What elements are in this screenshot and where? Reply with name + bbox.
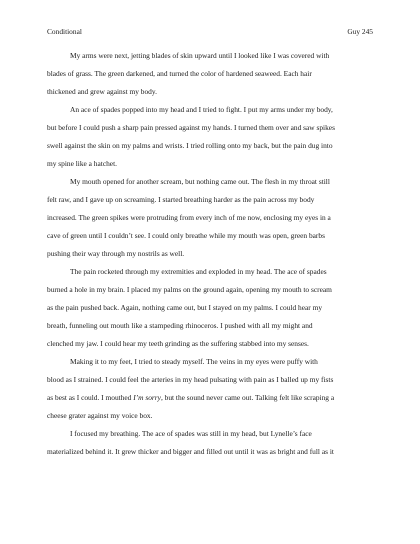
body-text (47, 47, 373, 461)
text-line: burned a hole in my brain. I placed my palms on the ground again, opening my mouth to scream (47, 285, 332, 294)
text-line: felt raw, and I gave up on screaming. I started breathing harder as the pain across my body (47, 195, 315, 204)
running-header (47, 27, 373, 36)
text-line: An ace of spades popped into my head and I tried to fight. I put my arms under my body, (70, 105, 333, 114)
text-line: clenched my jaw. I could hear my teeth grinding as the suffering stabbed into my senses. (47, 339, 309, 348)
text-line: breath, funneling out mouth like a stampeding rhinoceros. I pushed with all my might and (47, 321, 313, 330)
text-line: my spine like a hatchet. (47, 159, 117, 168)
text-line: thickened and grew against my body. (47, 87, 157, 96)
emphasis-text: I’m sorry (133, 393, 161, 402)
text-line: increased. The green spikes were protruding from every inch of me now, enclosing my eyes in a (47, 213, 331, 222)
header-page-number: Guy 245 (347, 27, 373, 36)
text-line: blades of grass. The green darkened, and turned the color of hardened seaweed. Each hair (47, 69, 312, 78)
header-title: Conditional (47, 27, 82, 36)
text-line: as the pain pushed back. Again, nothing came out, but I stayed on my palms. I could hear my (47, 303, 323, 312)
text-line: I focused my breathing. The ace of spades was still in my head, but Lynelle’s face (70, 429, 312, 438)
paragraph (47, 47, 373, 101)
paragraph (47, 353, 373, 425)
paragraph (47, 101, 373, 173)
text-line: but before I could push a sharp pain pressed against my hands. I turned them over and saw spikes (47, 123, 335, 132)
text-line: My mouth opened for another scream, but nothing came out. The flesh in my throat still (70, 177, 330, 186)
paragraph (47, 425, 373, 461)
paragraph (47, 173, 373, 263)
text-line: pushing their way through my nostrils as well. (47, 249, 185, 258)
text-line: cave of green until I couldn’t see. I could only breathe while my mouth was open, green barbs (47, 231, 325, 240)
text-line: as best as I could. I mouthed I’m sorry, but the sound never came out. Talking felt like scraping a (47, 393, 335, 402)
text-line: Making it to my feet, I tried to steady myself. The veins in my eyes were puffy with (70, 357, 318, 366)
text-line: The pain rocketed through my extremities and exploded in my head. The ace of spades (70, 267, 327, 276)
paragraph (47, 263, 373, 353)
text-line: My arms were next, jetting blades of skin upward until I looked like I was covered with (70, 51, 330, 60)
text-line: blood as I strained. I could feel the arteries in my head pulsating with pain as I balled up my fists (47, 375, 334, 384)
text-line: swell against the skin on my palms and wrists. I tried rolling onto my back, but the pain dug into (47, 141, 333, 150)
text-line: cheese grater against my voice box. (47, 411, 153, 420)
text-line: materialized behind it. It grew thicker and bigger and filled out until it was as bright and full as it (47, 447, 334, 456)
